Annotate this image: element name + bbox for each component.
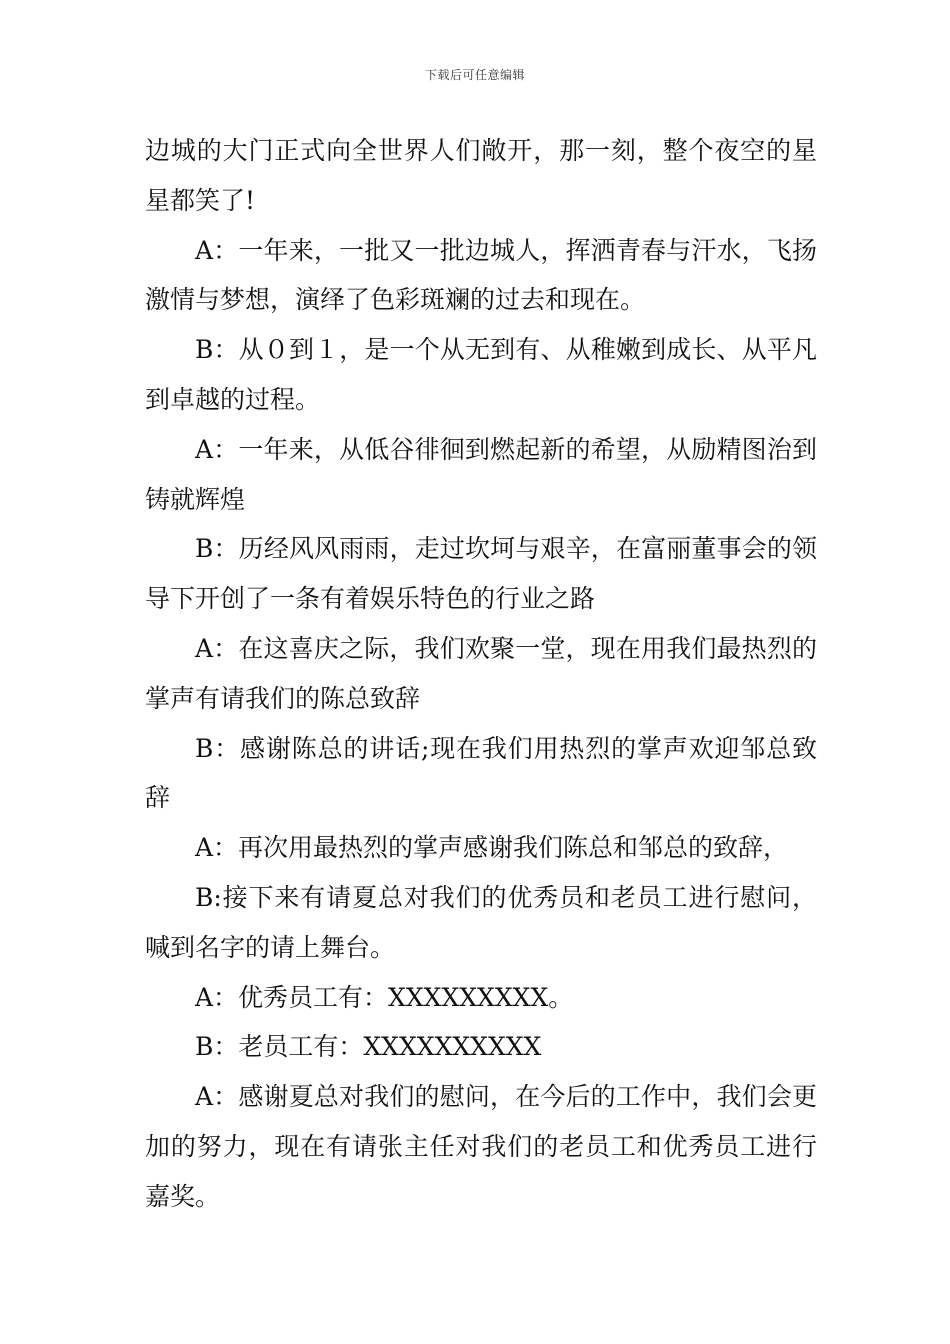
paragraph: A：优秀员工有：XXXXXXXXX。 xyxy=(195,982,574,1012)
paragraph: B：老员工有：XXXXXXXXXX xyxy=(195,1032,542,1062)
page-header: 下载后可任意编辑 xyxy=(424,68,525,82)
paragraph: A：一年来，从低谷徘徊到燃起新的希望，从励精图治到铸就辉煌 xyxy=(145,434,817,514)
paragraph: B：历经风风雨雨，走过坎坷与艰辛，在富丽董事会的领导下开创了一条有着娱乐特色的行业之路 xyxy=(145,534,817,614)
paragraph: A：在这喜庆之际，我们欢聚一堂，现在用我们最热烈的掌声有请我们的陈总致辞 xyxy=(145,633,817,713)
paragraph: A：感谢夏总对我们的慰问，在今后的工作中，我们会更加的努力，现在有请张主任对我们的老员工和优秀员工进行嘉奖。 xyxy=(145,1082,817,1211)
paragraph: 边城的大门正式向全世界人们敞开，那一刻，整个夜空的星星都笑了! xyxy=(145,136,817,215)
paragraph: B：感谢陈总的讲话;现在我们用热烈的掌声欢迎邹总致辞 xyxy=(145,733,817,813)
paragraph: B:接下来有请夏总对我们的优秀员和老员工进行慰问，喊到名字的请上舞台。 xyxy=(145,882,817,962)
document-body xyxy=(145,126,817,1222)
paragraph: A：一年来，一批又一批边城人，挥洒青春与汗水，飞扬激情与梦想，演绎了色彩斑斓的过去和现在。 xyxy=(145,235,817,315)
paragraph: B：从０到１，是一个从无到有、从稚嫩到成长、从平凡到卓越的过程。 xyxy=(145,335,817,414)
paragraph: A：再次用最热烈的掌声感谢我们陈总和邹总的致辞， xyxy=(195,833,789,863)
